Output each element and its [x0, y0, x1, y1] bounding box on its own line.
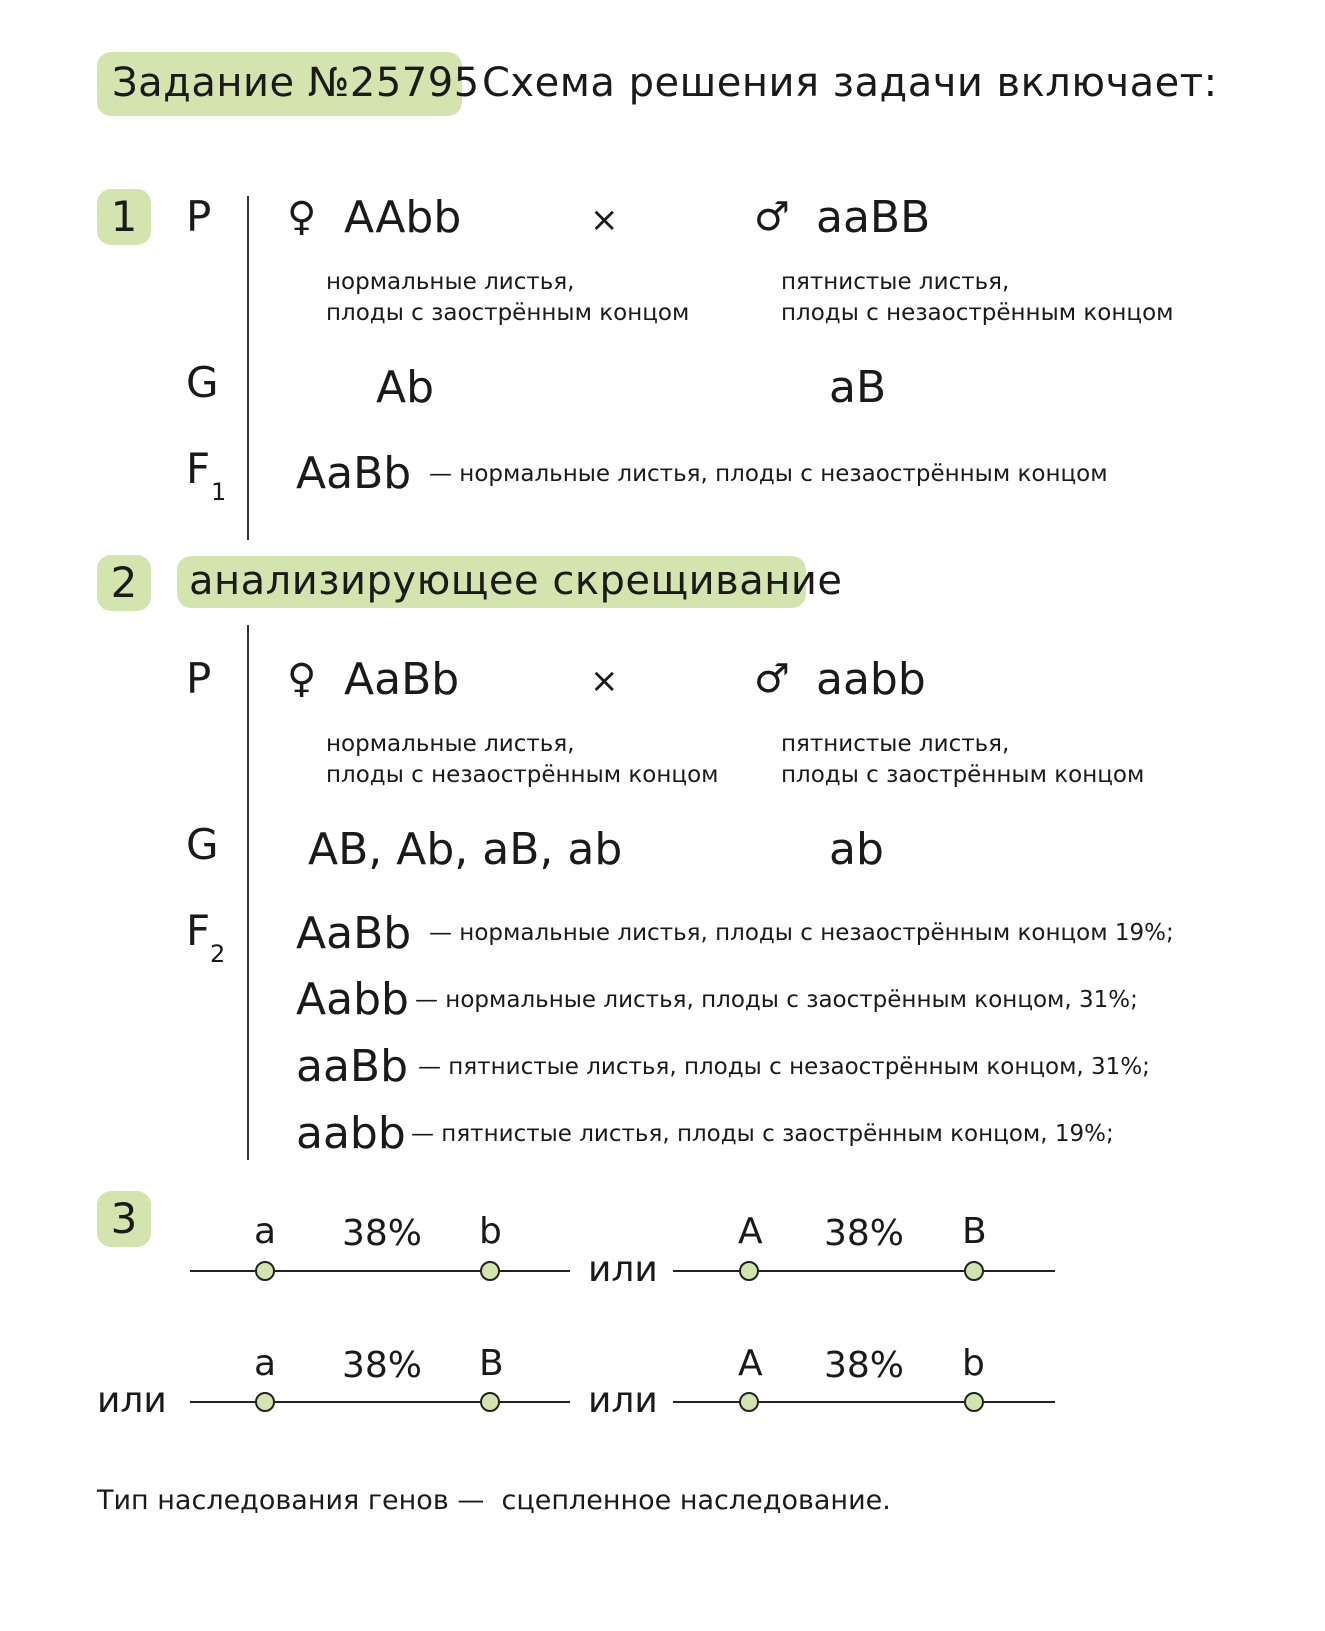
female-symbol: ♀ — [287, 656, 317, 702]
offspring-phenotype: — пятнистые листья, плоды с незаострённым концом, 31%; — [418, 1054, 1150, 1080]
offspring-genotype: Aabb — [296, 974, 409, 1025]
female-symbol: ♀ — [287, 194, 317, 240]
step2-P-label: P — [186, 654, 212, 703]
or-label: или — [97, 1380, 167, 1421]
step3-number: 3 — [110, 1194, 138, 1243]
cross-symbol: × — [590, 200, 619, 240]
step1-female-genotype: AAbb — [344, 192, 462, 243]
chromosome-gene-right: b — [962, 1343, 985, 1384]
step1-F-subscript: 1 — [211, 478, 227, 506]
step1-female-phenotype-line2: плоды с заострённым концом — [326, 300, 690, 326]
step1-male-phenotype-line2: плоды с незаострённым концом — [781, 300, 1174, 326]
gene-locus-dot — [481, 1262, 499, 1280]
gene-locus-dot — [256, 1393, 274, 1411]
step2-female-genotype: AaBb — [344, 654, 460, 705]
step1-G-label: G — [186, 358, 219, 407]
chromosome-distance: 38% — [824, 1213, 905, 1254]
step1-f1-phenotype: — нормальные листья, плоды с незаострённым концом — [429, 461, 1108, 487]
step2-male-genotype: aabb — [816, 654, 926, 705]
or-label: или — [588, 1249, 658, 1290]
step2-title: анализирующее скрещивание — [189, 558, 843, 604]
step1-number: 1 — [110, 192, 138, 241]
step1-female-gamete: Ab — [376, 362, 435, 413]
offspring-genotype: AaBb — [296, 908, 412, 959]
step2-male-gamete: ab — [829, 824, 884, 875]
step2-female-phenotype-line2: плоды с незаострённым концом — [326, 762, 719, 788]
step2-G-label: G — [186, 820, 219, 869]
offspring-phenotype: — нормальные листья, плоды с заострённым концом, 31%; — [415, 987, 1138, 1013]
chromosome-gene-left: a — [254, 1343, 277, 1384]
male-symbol: ♂ — [754, 656, 790, 702]
offspring-genotype: aabb — [296, 1108, 406, 1159]
offspring-phenotype: — пятнистые листья, плоды с заострённым концом, 19%; — [411, 1121, 1114, 1147]
chromosome-distance: 38% — [342, 1345, 423, 1386]
step1-female-phenotype-line1: нормальные листья, — [326, 269, 575, 295]
step1-male-phenotype-line1: пятнистые листья, — [781, 269, 1010, 295]
chromosome-distance: 38% — [824, 1345, 905, 1386]
step1-f1-genotype: AaBb — [296, 448, 412, 499]
gene-locus-dot — [740, 1262, 758, 1280]
or-label: или — [588, 1380, 658, 1421]
offspring-genotype: aaBb — [296, 1041, 409, 1092]
chromosome-gene-right: B — [962, 1211, 987, 1252]
header-title: Схема решения задачи включает: — [482, 60, 1218, 106]
chromosome-gene-left: A — [738, 1211, 763, 1252]
step1-male-gamete: aB — [829, 362, 887, 413]
step2-male-phenotype-line2: плоды с заострённым концом — [781, 762, 1145, 788]
chromosome-gene-left: A — [738, 1343, 763, 1384]
step2-male-phenotype-line1: пятнистые листья, — [781, 731, 1010, 757]
step2-F-subscript: 2 — [210, 940, 226, 968]
step1-P-label: P — [186, 192, 212, 241]
gene-locus-dot — [965, 1393, 983, 1411]
offspring-phenotype: — нормальные листья, плоды с незаострённым концом 19%; — [429, 920, 1174, 946]
chromosome-gene-right: B — [479, 1343, 504, 1384]
gene-locus-dot — [740, 1393, 758, 1411]
gene-locus-dot — [481, 1393, 499, 1411]
step2-F-label: F — [186, 906, 211, 955]
step1-F-label: F — [186, 444, 211, 493]
step2-number: 2 — [110, 558, 138, 607]
step2-female-phenotype-line1: нормальные листья, — [326, 731, 575, 757]
task-label: Задание №25795 — [112, 60, 480, 106]
chromosome-distance: 38% — [342, 1213, 423, 1254]
chromosome-gene-right: b — [479, 1211, 502, 1252]
gene-locus-dot — [256, 1262, 274, 1280]
male-symbol: ♂ — [754, 194, 790, 240]
gene-locus-dot — [965, 1262, 983, 1280]
step2-female-gametes: AB, Ab, aB, ab — [308, 824, 623, 875]
cross-symbol: × — [590, 661, 619, 701]
chromosome-gene-left: a — [254, 1211, 277, 1252]
conclusion-text: Тип наследования генов — сцепленное наследование. — [97, 1485, 891, 1516]
step1-male-genotype: aaBB — [816, 192, 931, 243]
